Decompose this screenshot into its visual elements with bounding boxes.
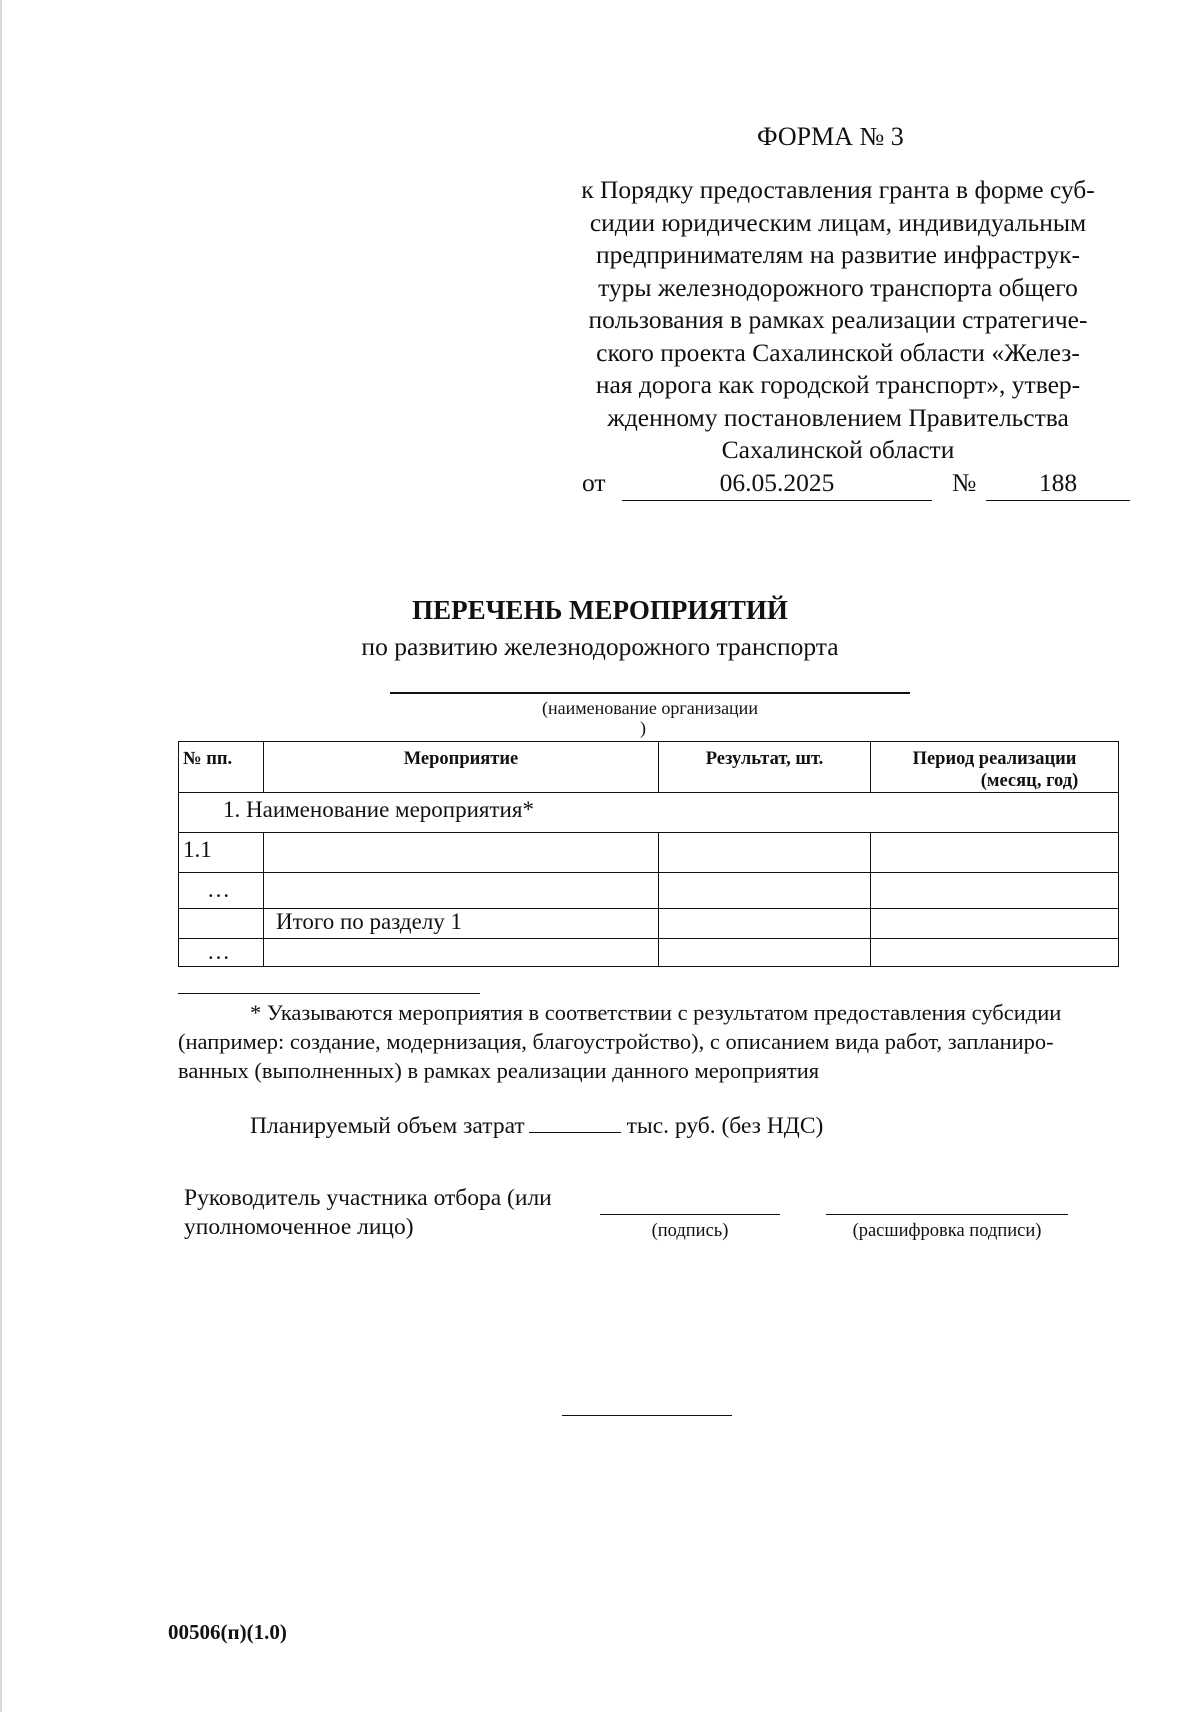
appendix-line: сидии юридическим лицам, индивидуальным xyxy=(589,207,1087,237)
table-row xyxy=(179,909,1119,939)
organization-caption-paren: ) xyxy=(640,718,646,738)
number-prefix: № xyxy=(952,468,977,497)
organization-name-line xyxy=(390,692,910,694)
row-period xyxy=(871,833,1119,873)
col-header-event: Мероприятие xyxy=(264,742,659,793)
table-row xyxy=(179,833,1119,873)
row-result xyxy=(659,873,871,909)
row-number: 1.1 xyxy=(179,833,264,873)
resolution-number: 188 xyxy=(986,468,1130,501)
footnote-line: * Указываются мероприятия в соответствии с результатом предоставления субсидии xyxy=(250,1000,1062,1025)
document-end-line xyxy=(562,1415,732,1416)
signature-caption: (подпись) xyxy=(651,1221,729,1241)
appendix-line: ная дорога как городской транспорт», утвер- xyxy=(595,370,1081,399)
appendix-line: жденному постановлением Правительства xyxy=(607,402,1069,432)
table-row xyxy=(179,873,1119,909)
row-number: … xyxy=(179,939,264,967)
row-number: … xyxy=(179,873,264,909)
organization-name-caption: (наименование организации xyxy=(542,698,758,718)
appendix-line: пользования в рамках реализации стратегиче- xyxy=(588,305,1088,334)
planned-costs-label: Планируемый объем затрат xyxy=(250,1113,525,1139)
signature-decoding-line xyxy=(826,1214,1068,1215)
date-prefix: от xyxy=(582,468,606,497)
row-number xyxy=(179,909,264,939)
footnote-line: ванных (выполненных) в рамках реализации данного мероприятия xyxy=(178,1058,820,1083)
signer-label xyxy=(184,1184,552,1242)
planned-costs xyxy=(250,1112,823,1140)
resolution-date-line xyxy=(582,468,1132,502)
document-code: 00506(п)(1.0) xyxy=(168,1620,287,1644)
row-result xyxy=(659,909,871,939)
footnote-line: (например: создание, модернизация, благоустройство), с описанием вида работ, запланиро- xyxy=(178,1029,1054,1054)
row-event xyxy=(264,873,659,909)
appendix-line: предпринимателям на развитие инфраструк- xyxy=(595,240,1081,269)
table-row xyxy=(179,939,1119,967)
col-header-result: Результат, шт. xyxy=(659,742,871,793)
row-event xyxy=(264,939,659,967)
footnote-separator xyxy=(178,993,480,994)
signer-line: Руководитель участника отбора (или xyxy=(184,1185,552,1211)
row-event xyxy=(264,833,659,873)
col-header-period xyxy=(871,742,1119,793)
col-header-period-line: Период реализации xyxy=(912,749,1077,769)
planned-costs-blank xyxy=(529,1112,621,1133)
row-period xyxy=(871,909,1119,939)
row-result xyxy=(659,833,871,873)
row-period xyxy=(871,873,1119,909)
document-subtitle: по развитию железнодорожного транспорта xyxy=(361,632,839,661)
planned-costs-unit: тыс. руб. (без НДС) xyxy=(626,1113,824,1139)
signature-line xyxy=(600,1214,780,1215)
row-period xyxy=(871,939,1119,967)
form-number-label: ФОРМА № 3 xyxy=(757,122,904,151)
row-result xyxy=(659,939,871,967)
document-title: ПЕРЕЧЕНЬ МЕРОПРИЯТИЙ xyxy=(412,595,788,625)
section-row xyxy=(179,793,1119,833)
row-event: Итого по разделу 1 xyxy=(264,909,659,939)
col-header-period-line: (месяц, год) xyxy=(980,771,1079,791)
resolution-date: 06.05.2025 xyxy=(622,468,932,501)
section-title: 1. Наименование мероприятия* xyxy=(179,793,1119,833)
footnote xyxy=(178,998,1123,1085)
appendix-line: Сахалинской области xyxy=(721,435,955,464)
appendix-line: туры железнодорожного транспорта общего xyxy=(598,272,1078,302)
appendix-reference xyxy=(548,174,1128,467)
events-table xyxy=(178,741,1119,967)
appendix-line: к Порядку предоставления гранта в форме суб- xyxy=(581,175,1095,204)
appendix-line: ского проекта Сахалинской области «Желез- xyxy=(596,337,1080,367)
scan-edge xyxy=(0,0,2,1712)
col-header-number: № пп. xyxy=(179,742,264,793)
table-header-row xyxy=(179,742,1119,793)
signature-decoding-caption: (расшифровка подписи) xyxy=(852,1221,1042,1241)
signer-line: уполномоченное лицо) xyxy=(184,1214,414,1240)
